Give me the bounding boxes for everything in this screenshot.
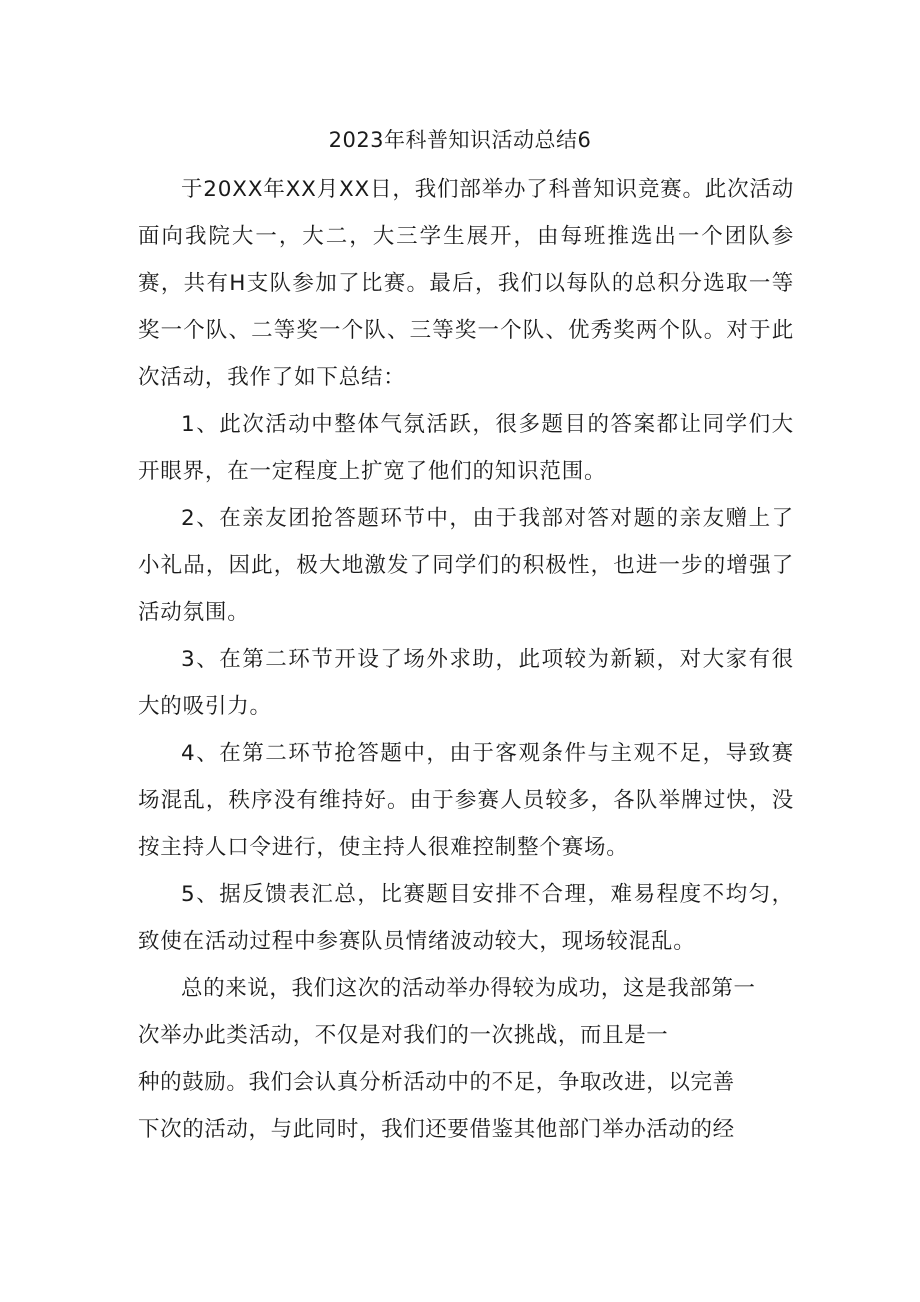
- closing-line-3: 种的鼓励。我们会认真分析活动中的不足，争取改进，以完善: [138, 1070, 735, 1095]
- document-body: [138, 166, 794, 1153]
- summary-point-4: 4、在第二环节抢答题中，由于客观条件与主观不足，导致赛场混乱，秩序没有维持好。由于参赛人员较多，各队举牌过快，没按主持人口令进行，使主持人很难控制整个赛场。: [138, 741, 794, 860]
- summary-point-1: 1、此次活动中整体气氛活跃，很多题目的答案都让同学们大开眼界，在一定程度上扩宽了他们的知识范围。: [138, 412, 794, 484]
- summary-point-3: 3、在第二环节开设了场外求助，此项较为新颖，对大家有很大的吸引力。: [138, 647, 794, 719]
- intro-paragraph: 于20XX年XX月XX日，我们部举办了科普知识竞赛。此次活动面向我院大一，大二，大三学生展开，由每班推选出一个团队参赛，共有H支队参加了比赛。最后，我们以每队的总积分选取一等奖一个队、二等奖一个队、三等奖一个队、优秀奖两个队。对于此次活动，我作了如下总结：: [138, 177, 794, 390]
- closing-line-1: 总的来说，我们这次的活动举办得较为成功，这是我部第一: [181, 976, 756, 1001]
- closing-line-2: 次举办此类活动，不仅是对我们的一次挑战，而且是一: [138, 1023, 669, 1048]
- document-title: 2023年科普知识活动总结6: [328, 128, 592, 152]
- closing-line-4: 下次的活动，与此同时，我们还要借鉴其他部门举办活动的经: [138, 1117, 735, 1142]
- closing-paragraph: [138, 965, 794, 1153]
- summary-point-2: 2、在亲友团抢答题环节中，由于我部对答对题的亲友赠上了小礼品，因此，极大地激发了同学们的积极性，也进一步的增强了活动氛围。: [138, 506, 794, 625]
- summary-point-5: 5、据反馈表汇总，比赛题目安排不合理，难易程度不均匀，致使在活动过程中参赛队员情绪波动较大，现场较混乱。: [138, 882, 794, 954]
